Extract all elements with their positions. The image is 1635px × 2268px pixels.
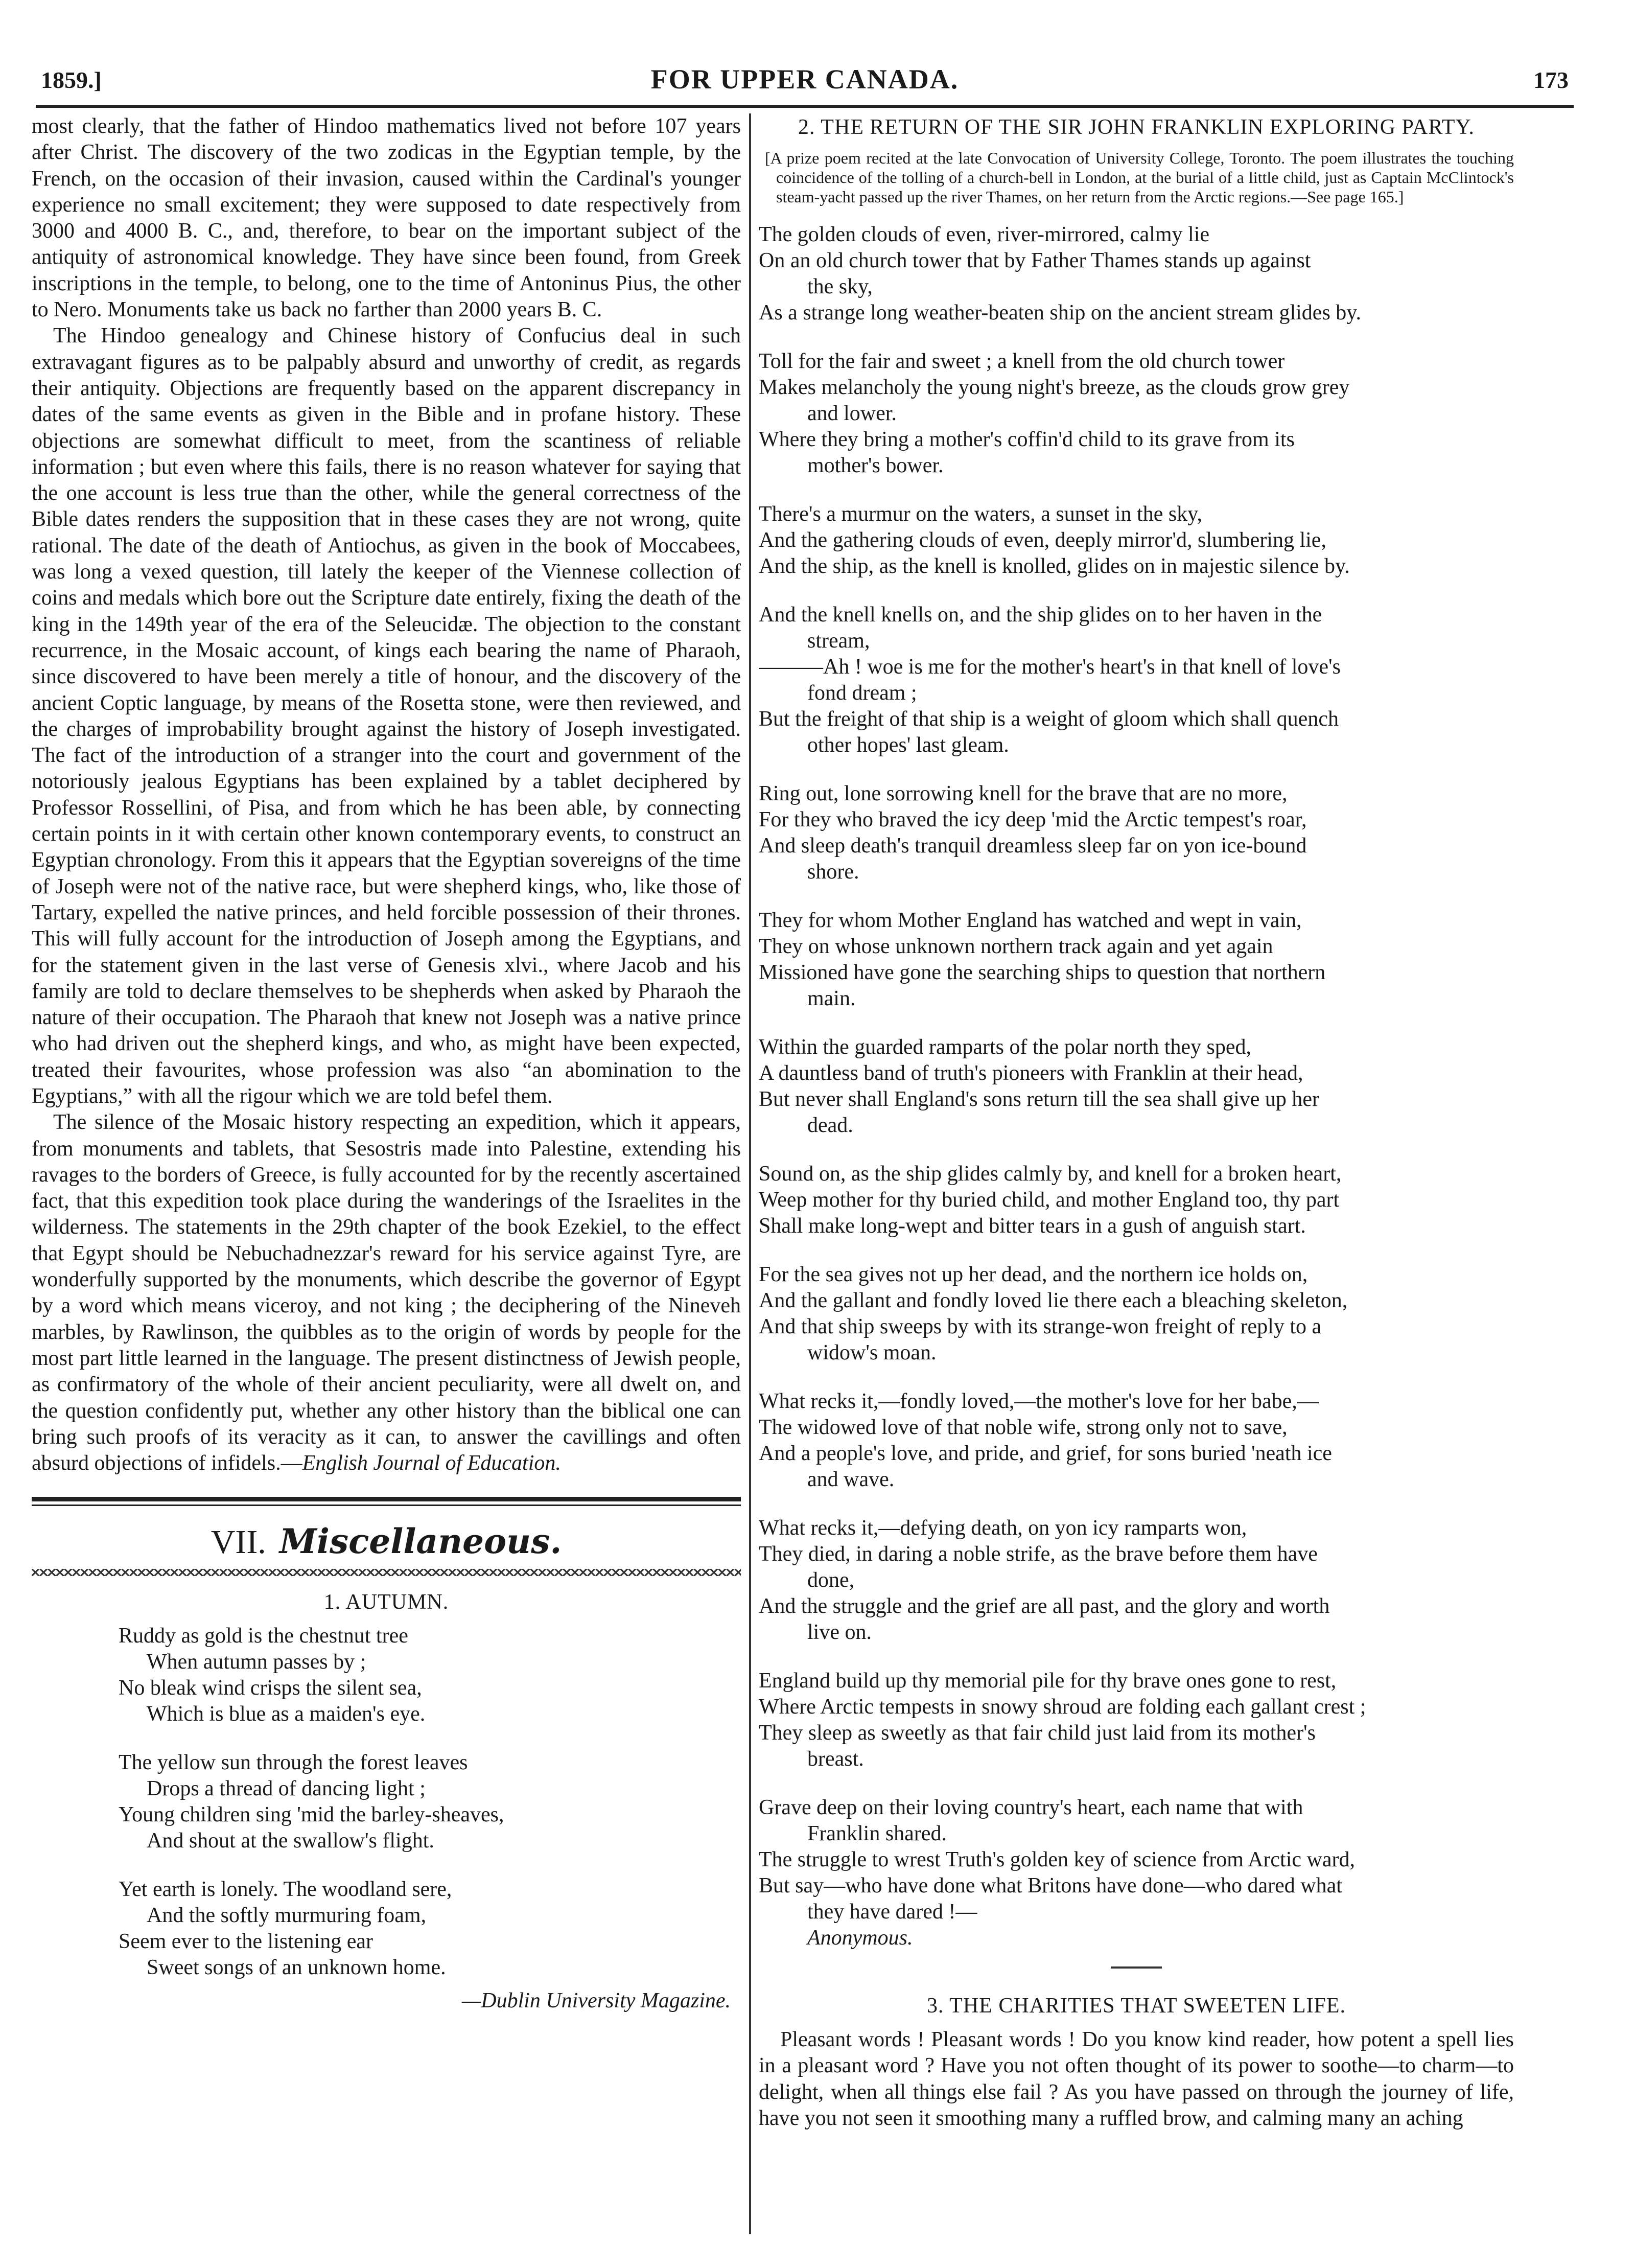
poem-line: And the gallant and fondly loved lie there each a bleaching skeleton, [759,1289,1348,1312]
poem-line: fond dream ; [807,681,917,705]
poem-line: For they who braved the icy deep 'mid the Arctic tempest's roar, [759,808,1307,831]
stanza [759,1161,1514,1239]
short-rule [1111,1966,1162,1969]
column-divider [749,113,751,2234]
poem-line: On an old church tower that by Father Thames stands up against [759,249,1311,272]
poem-line: Sound on, as the ship glides calmly by, and knell for a broken heart, [759,1162,1342,1186]
poem-line: And the gathering clouds of even, deeply mirror'd, slumbering lie, [759,528,1326,552]
poem-line: When autumn passes by ; [147,1650,366,1674]
stanza [759,1388,1514,1493]
running-head-title: FOR UPPER CANADA. [650,64,959,95]
poem-line: and wave. [807,1468,895,1491]
section-number: VII. [211,1523,266,1561]
poem-line: Ring out, lone sorrowing knell for the brave that are no more, [759,782,1288,805]
poem-line: breast. [807,1747,864,1771]
poem-line: Young children sing 'mid the barley-sheaves, [119,1803,504,1827]
poem-line: But the freight of that ship is a weight of gloom which shall quench [759,707,1339,731]
article-title-charities: 3. THE CHARITIES THAT SWEETEN LIFE. [926,1994,1346,2018]
poem-line: And the softly murmuring foam, [147,1904,427,1928]
poem-line: Where Arctic tempests in snowy shroud are folding each gallant crest ; [759,1695,1366,1719]
poem-line: Missioned have gone the searching ships to question that northern [759,961,1326,984]
poem-note: [A prize poem recited at the late Convocation of University College, Toronto. The poem illustrates the touching coincidence of the tolling of a church-bell in London, at the burial of a little child, just as Captain McClintock's steam-yacht passed up the river Thames, on her return from the Arctic regions.—See page 165.] [765,149,1514,206]
section-heading [32,1521,741,1562]
poem-line: other hopes' last gleam. [807,733,1009,757]
right-column [759,113,1514,2234]
poem-line: widow's moan. [807,1341,937,1364]
poem-line: The golden clouds of even, river-mirrored, calmy lie [759,223,1209,246]
poem-line: Sweet songs of an unknown home. [147,1956,446,1980]
poem-line: What recks it,—defying death, on yon icy ramparts won, [759,1516,1247,1540]
poem-title-autumn: 1. AUTUMN. [323,1590,449,1614]
poem-line: Makes melancholy the young night's breeze, as the clouds grow grey [759,376,1350,399]
poem-line: As a strange long weather-beaten ship on the ancient stream glides by. [759,301,1362,325]
stanza [759,1668,1514,1772]
poem-line: And a people's love, and pride, and grief, for sons buried 'neath ice [759,1442,1332,1465]
poem-line: And sleep death's tranquil dreamless sleep far on yon ice-bound [759,834,1307,858]
poem-line: Which is blue as a maiden's eye. [147,1702,426,1726]
poem-line: And the knell knells on, and the ship glides on to her haven in the [759,603,1322,627]
poem-line: they have dared !— [807,1900,977,1924]
poem-title-franklin: 2. THE RETURN OF THE SIR JOHN FRANKLIN EXPLORING PARTY. [798,115,1475,139]
section-rule-thin [32,1505,741,1506]
poem-line: And shout at the swallow's flight. [147,1829,434,1853]
poem-line: mother's bower. [807,454,944,477]
article-paragraph [32,1109,741,1476]
stanza [759,1262,1514,1366]
poem-line: Ruddy as gold is the chestnut tree [119,1624,408,1648]
poem-line: Seem ever to the listening ear [119,1930,373,1954]
article-paragraph: most clearly, that the father of Hindoo mathematics lived not before 107 years after Christ. The discovery of the two zodicas in the Egyptian temple, by the French, on the occasion of their invasion, caused within the Cardinal's younger experience no small excitement; they were supposed to date respectively from 3000 and 4000 B. C., and, therefore, to bear on the important subject of the antiquity of astronomical knowledge. They have since been found, from Greek inscriptions in the temple, to belong, one to the time of Antoninus Pius, the other to Nero. Monuments take us back no farther than 2000 years B. C. [32,114,741,322]
poem-attribution-autumn: —Dublin University Magazine. [461,1989,731,2013]
section-rule-thick [32,1497,741,1501]
poem-line: England build up thy memorial pile for thy brave ones gone to rest, [759,1669,1337,1693]
poem-line: And the ship, as the knell is knolled, glides on in majestic silence by. [759,554,1350,578]
stanza [119,1623,741,1727]
stanza [759,908,1514,1012]
poem-line: They died, in daring a noble strife, as the brave before them have [759,1542,1318,1566]
poem-line: But never shall England's sons return till the sea shall give up her [759,1087,1320,1111]
poem-attribution-franklin: Anonymous. [807,1926,913,1950]
poem-line: And that ship sweeps by with its strange-won freight of reply to a [759,1315,1322,1338]
running-head [36,56,1574,102]
poem-line: They on whose unknown northern track again and yet again [759,935,1273,958]
poem-autumn [32,1623,741,1981]
stanza [759,501,1514,580]
stanza [119,1877,741,1981]
poem-line: The yellow sun through the forest leaves [119,1751,468,1775]
poem-line: dead. [807,1114,853,1137]
poem-line: done, [807,1568,855,1592]
poem-line: But say—who have done what Britons have done—who dared what [759,1874,1342,1897]
poem-line: No bleak wind crisps the silent sea, [119,1676,422,1700]
poem-line: Drops a thread of dancing light ; [147,1777,426,1801]
poem-line: live on. [807,1621,872,1644]
poem-line: Toll for the fair and sweet ; a knell from the old church tower [759,350,1285,373]
poem-line: Within the guarded ramparts of the polar north they sped, [759,1035,1252,1059]
poem-line: shore. [807,860,859,884]
poem-line: main. [807,987,856,1010]
poem-line: A dauntless band of truth's pioneers with Franklin at their head, [759,1061,1303,1085]
poem-line: The widowed love of that noble wife, strong only not to save, [759,1416,1288,1439]
poem-line: and lower. [807,402,897,425]
poem-line: ———Ah ! woe is me for the mother's heart's in that knell of love's [759,655,1341,679]
section-title: Miscellaneous. [279,1521,562,1562]
poem-line: For the sea gives not up her dead, and the northern ice holds on, [759,1263,1308,1286]
poem-franklin [759,222,1514,1925]
article-paragraph: Pleasant words ! Pleasant words ! Do you know kind reader, how potent a spell lies in a pleasant word ? Have you not often thought of its power to soothe—to charm—to delight, when all things else fail ? As you have passed on through the journey of life, have you not seen it smoothing many a ruffled brow, and calming many an aching [759,2028,1514,2130]
poem-line: They sleep as sweetly as that fair child just laid from its mother's [759,1721,1316,1745]
stanza [759,1795,1514,1925]
stanza [759,602,1514,758]
poem-line: Where they bring a mother's coffin'd child to its grave from its [759,428,1295,451]
article-paragraph: The Hindoo genealogy and Chinese history of Confucius deal in such extravagant figures as to be palpably absurd and unworthy of credit, as regards their antiquity. Objections are frequently based on the apparent discrepancy in dates of the same events as given in the Bible and in profane history. These objections are somewhat difficult to meet, from the scantiness of reliable information ; but even where this fails, there is no reason whatever for saying that the one account is less true than the other, while the general correctness of the Bible dates renders the supposition that in these cases they are not wrong, quite rational. The date of the death of Antiochus, as given in the book of Moccabees, was long a vexed question, till lately the keeper of the Viennese collection of coins and medals which bore out the Scripture date entirely, fixing the death of the king in the 149th year of the era of the Seleucidæ. The objection to the constant recurrence, in the Mosaic account, of kings each bearing the name of Pharaoh, since discovered to have been merely a title of honour, and the discovery of the ancient Coptic language, by means of the Rosetta stone, were then reviewed, and the charges of improbability brought against the history of Joseph investigated. The fact of the introduction of a stranger into the court and government of the notoriously jealous Egyptians has been explained by a tablet deciphered by Professor Rossellini, of Pisa, and from which he has been able, by connecting certain points in it with certain other known contemporary events, to construct an Egyptian chronology. From this it appears that the Egyptian sovereigns of the time of Joseph were not of the native race, but were shepherd kings, who, like those of Tartary, expelled the native princes, and held forcible possession of their thrones. This will fully account for the introduction of Joseph among the Egyptians, and for the statement given in the last verse of Genesis xlvi., where Jacob and his family are told to declare themselves to be shepherds when asked by Pharaoh the nature of their occupation. The Pharaoh that knew not Joseph was a native prince who had driven out the shepherd kings, and who, as might have been expected, treated their favourites, whose profession was also “an abomination to the Egyptians,” with all the rigour which we are told befel them. [32,324,741,1108]
left-column [32,113,741,2234]
poem-line: The struggle to wrest Truth's golden key of science from Arctic ward, [759,1848,1355,1871]
stanza [119,1750,741,1854]
poem-line: the sky, [807,275,873,298]
poem-line: What recks it,—fondly loved,—the mother's love for her babe,— [759,1390,1319,1413]
poem-line: Shall make long-wept and bitter tears in a gush of anguish start. [759,1214,1306,1238]
stanza [759,222,1514,326]
poem-line: Yet earth is lonely. The woodland sere, [119,1878,452,1902]
stanza [759,1034,1514,1139]
poem-line: And the struggle and the grief are all past, and the glory and worth [759,1594,1330,1618]
article-paragraph-text: The silence of the Mosaic history respecting an expedition, which it appears, from monuments and tablets, that Sesostris made into Palestine, extending his ravages to the borders of Greece, is fully accounted for by the recently ascertained fact, that this expedition took place during the wanderings of the Israelites in the wilderness. The statements in the 29th chapter of the book Ezekiel, to the effect that Egypt should be Nebuchadnezzar's reward for his service against Tyre, are wonderfully supported by the monuments, which describe the governor of Egypt by a word which means viceroy, and not king ; the deciphering of the Nineveh marbles, by Rawlinson, the quibbles as to the origin of words by people for the most part little learned in the language. The present distinctness of Jewish people, as confirmatory of the whole of their ancient peculiarity, were all dwelt on, and the question confidently put, whether any other history than the biblical one can bring such proofs of its veracity as it can, to answer the cavillings and often absurd objections of infidels.— [32,1110,741,1475]
poem-line: There's a murmur on the waters, a sunset in the sky, [759,502,1202,526]
running-head-year: 1859.] [41,67,102,93]
header-rule [36,105,1574,108]
stanza [759,349,1514,479]
poem-line: Grave deep on their loving country's heart, each name that with [759,1796,1303,1819]
poem-line: Weep mother for thy buried child, and mother England too, thy part [759,1188,1340,1212]
stanza [759,781,1514,885]
page-number: 173 [1533,67,1569,93]
poem-line: They for whom Mother England has watched and wept in vain, [759,909,1302,932]
source-credit: English Journal of Education. [302,1451,561,1475]
poem-line: stream, [807,629,870,653]
wavy-rule [32,1569,741,1580]
poem-line: Franklin shared. [807,1822,947,1845]
stanza [759,1515,1514,1646]
